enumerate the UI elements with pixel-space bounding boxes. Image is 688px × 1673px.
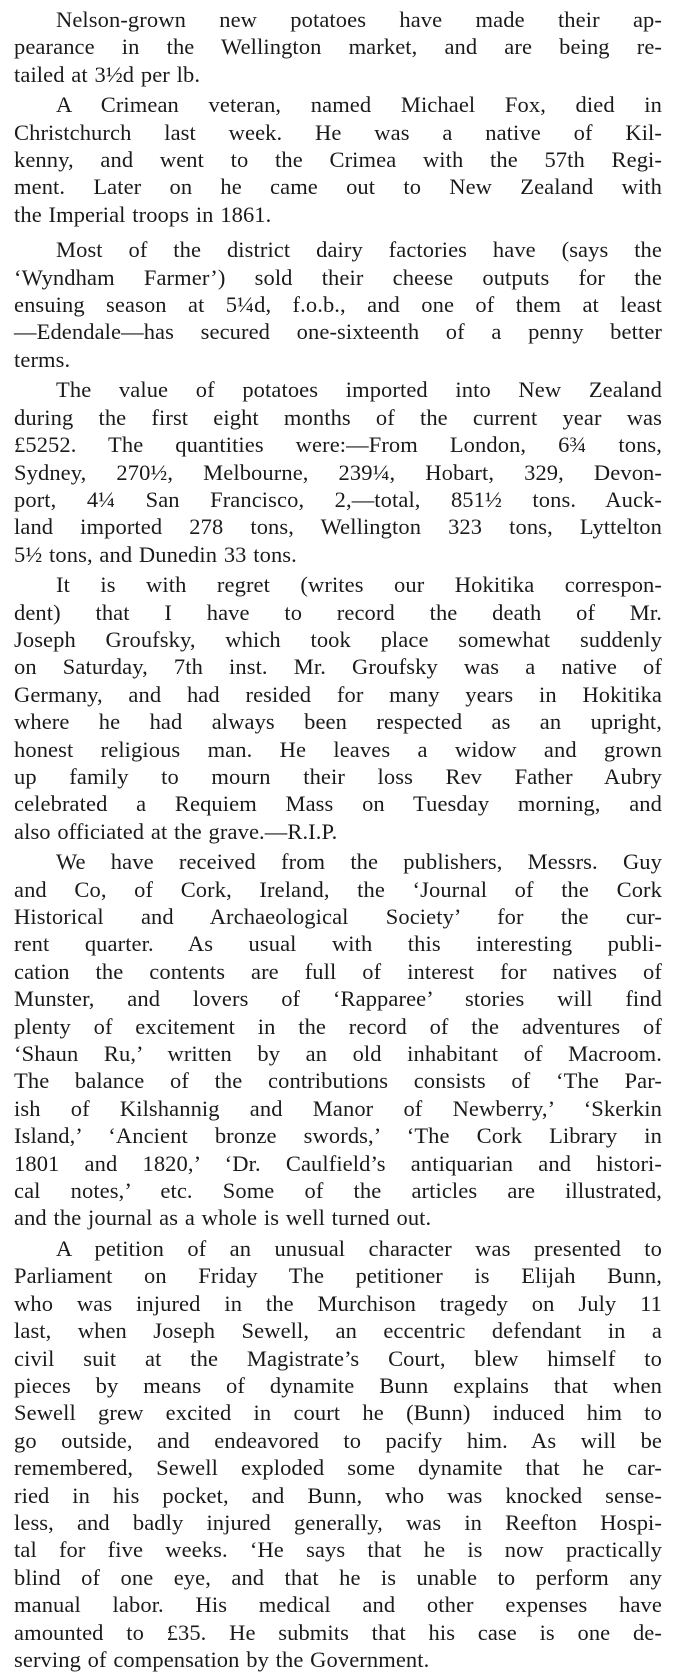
text-line: cation the contents are full of interest for natives of: [14, 958, 662, 984]
text-line: during the first eight months of the current year was: [14, 404, 662, 430]
text-line: honest religious man. He leaves a widow and grown: [14, 736, 662, 762]
text-line: ‘Wyndham Farmer’) sold their cheese outputs for the: [14, 264, 662, 290]
text-line: Parliament on Friday The petitioner is Elijah Bunn,: [14, 1263, 662, 1289]
text-line: who was injured in the Murchison tragedy on July 11: [14, 1290, 662, 1316]
text-line: It is with regret (writes our Hokitika correspon-: [56, 572, 662, 598]
text-line: Germany, and had resided for many years in Hokitika: [14, 681, 662, 707]
text-line: pieces by means of dynamite Bunn explains that when: [14, 1372, 662, 1398]
text-line: rent quarter. As usual with this interesting publi-: [14, 931, 662, 957]
text-line: 1801 and 1820,’ ‘Dr. Caulfield’s antiquarian and histori-: [14, 1150, 662, 1176]
text-line: serving of compensation by the Government.: [14, 1646, 430, 1672]
text-line: We have received from the publishers, Messrs. Guy: [56, 849, 662, 875]
text-line: port, 4¼ San Francisco, 2,—total, 851½ tons. Auck-: [14, 486, 662, 512]
text-line: kenny, and went to the Crimea with the 57th Regi-: [14, 147, 662, 173]
text-line: on Saturday, 7th inst. Mr. Groufsky was a native of: [14, 654, 662, 680]
text-line: Sewell grew excited in court he (Bunn) induced him to: [14, 1400, 662, 1426]
text-line: 5½ tons, and Dunedin 33 tons.: [14, 541, 297, 567]
text-line: Most of the district dairy factories have (says the: [56, 237, 662, 263]
paragraph-groufsky-death: [14, 571, 662, 845]
text-line: A Crimean veteran, named Michael Fox, died in: [56, 92, 662, 118]
text-line: plenty of excitement in the record of the adventures of: [14, 1013, 662, 1039]
text-line: less, and badly injured generally, was in Reefton Hospi-: [14, 1509, 662, 1535]
text-line: amounted to £35. He submits that his case is one de-: [14, 1619, 662, 1645]
text-line: and Co, of Cork, Ireland, the ‘Journal of the Cork: [14, 876, 662, 902]
text-line: ensuing season at 5¼d, f.o.b., and one of them at least: [14, 292, 662, 318]
text-line: pearance in the Wellington market, and are being re-: [14, 34, 662, 60]
paragraph-cork-journal: [14, 848, 662, 1232]
text-line: celebrated a Requiem Mass on Tuesday morning, and: [14, 791, 662, 817]
text-line: civil suit at the Magistrate’s Court, blew himself to: [14, 1345, 662, 1371]
paragraph-crimean-veteran: [14, 91, 662, 228]
text-line: and the journal as a whole is well turned out.: [14, 1205, 432, 1231]
text-line: Munster, and lovers of ‘Rapparee’ stories will find: [14, 986, 662, 1012]
text-line: where he had always been respected as an upright,: [14, 709, 662, 735]
text-line: £5252. The quantities were:—From London, 6¾ tons,: [14, 432, 662, 458]
text-line: dent) that I have to record the death of Mr.: [14, 599, 662, 625]
text-line: —Edendale—has secured one-sixteenth of a penny better: [14, 319, 662, 345]
text-line: ment. Later on he came out to New Zealand with: [14, 174, 662, 200]
text-line: The balance of the contributions consists of ‘The Par-: [14, 1068, 662, 1094]
text-line: cal notes,’ etc. Some of the articles are illustrated,: [14, 1178, 662, 1204]
text-line: Nelson-grown new potatoes have made their ap-: [56, 7, 662, 32]
text-line: The value of potatoes imported into New Zealand: [56, 377, 662, 403]
paragraph-bunn-petition: [14, 1235, 662, 1673]
paragraph-potatoes-wellington: [14, 6, 662, 88]
text-line: Joseph Groufsky, which took place somewhat suddenly: [14, 626, 662, 652]
text-line: ried in his pocket, and Bunn, who was knocked sense-: [14, 1482, 662, 1508]
paragraph-dairy-factories: [14, 236, 662, 373]
text-line: Sydney, 270½, Melbourne, 239¼, Hobart, 329, Devon-: [14, 459, 662, 485]
text-line: Historical and Archaeological Society’ for the cur-: [14, 904, 662, 929]
text-line: blind of one eye, and that he is unable to perform any: [14, 1564, 662, 1590]
text-line: up family to mourn their loss Rev Father Aubry: [14, 763, 662, 789]
text-line: last, when Joseph Sewell, an eccentric defendant in a: [14, 1318, 662, 1344]
text-line: ‘Shaun Ru,’ written by an old inhabitant of Macroom.: [14, 1041, 662, 1067]
paragraph-potatoes-imported: [14, 376, 662, 568]
text-line: go outside, and endeavored to pacify him. As will be: [14, 1427, 662, 1453]
text-line: terms.: [14, 346, 71, 372]
text-line: also officiated at the grave.—R.I.P.: [14, 818, 338, 844]
text-line: ish of Kilshannig and Manor of Newberry,’ ‘Skerkin: [14, 1095, 662, 1121]
text-line: tailed at 3½d per lb.: [14, 61, 201, 87]
text-line: Island,’ ‘Ancient bronze swords,’ ‘The Cork Library in: [14, 1123, 662, 1149]
text-line: land imported 278 tons, Wellington 323 tons, Lyttelton: [14, 514, 662, 540]
text-line: Christchurch last week. He was a native of Kil-: [14, 119, 662, 145]
text-line: tal for five weeks. ‘He says that he is now practically: [14, 1537, 662, 1563]
text-line: remembered, Sewell exploded some dynamite that he car-: [14, 1455, 662, 1481]
text-line: A petition of an unusual character was presented to: [56, 1235, 662, 1261]
text-line: manual labor. His medical and other expenses have: [14, 1592, 662, 1618]
text-line: the Imperial troops in 1861.: [14, 201, 272, 227]
